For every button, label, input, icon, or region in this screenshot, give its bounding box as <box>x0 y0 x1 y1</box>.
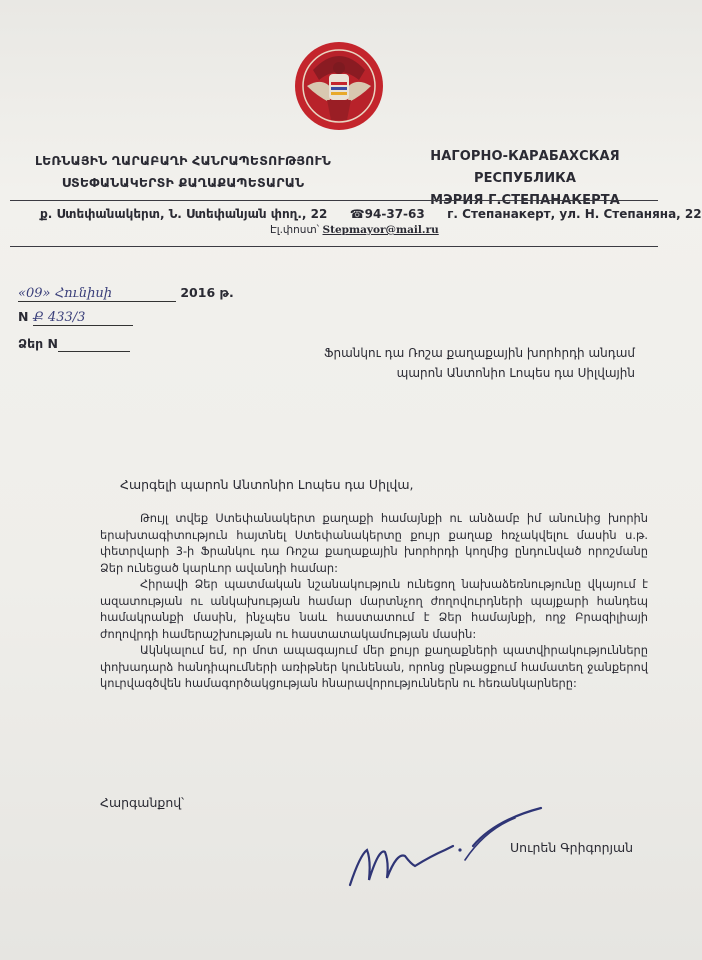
addressee-block <box>305 343 635 383</box>
date-line <box>18 285 234 302</box>
letter-body <box>100 510 648 692</box>
email-label: Էլ.փոստ՝ <box>270 224 320 236</box>
coat-of-arms-emblem <box>293 40 385 136</box>
number-line <box>18 309 133 326</box>
address-line <box>40 207 702 221</box>
date-quote-close: » <box>42 286 51 301</box>
date-day: 09 <box>25 286 43 301</box>
phone-number: ☎94-37-63 <box>349 207 425 221</box>
header-rus-republic: НАГОРНО-КАРАБАХСКАЯ РЕСПУБЛИКА <box>430 149 620 186</box>
paragraph-3: Ակնկալում եմ, որ մոտ ապագայում մեր քույր քաղաքների պատվիրակությունները փոխադարձ հանդիպումների առիթներ կունենան, որոնց ընթացքում համատեղ ջանքերով կուրվագծվեն համագործակցության հնարավորություններն ու հեռանկարները: <box>100 643 648 690</box>
email-line <box>270 224 439 236</box>
header-rus-mayoralty: МЭРИЯ Г.СТЕПАНАКЕРТА <box>430 193 620 208</box>
addressee-line-2: պարոն Անտոնիո Լոպես դա Սիլվային <box>396 366 635 380</box>
header-arm-mayoralty: ՍՏԵՓԱՆԱԿԵՐՏԻ ՔԱՂԱՔԱՊԵՏԱՐԱՆ <box>61 175 305 190</box>
addressee-line-1: Ֆրանկու դա Ռոշա քաղաքային խորհրդի անդամ <box>323 346 635 360</box>
salutation: Հարգելի պարոն Անտոնիո Լոպես դա Սիլվա, <box>120 477 414 492</box>
paragraph-1: Թույլ տվեք Ստեփանակերտ քաղաքի համայնքի ու անձամբ իմ անունից խորին երախտագիտություն հայտնել Ստեփանակերտը քույր քաղաք հռչակվելու մասին ս.թ. փետրվարի 3-ի Ֆրանկու դա Ռոշա քաղաքային խորհրդի կողմից ընդունված որոշմանը Ձեր ունեցած կարևոր ավանդի համար: <box>100 511 648 575</box>
header-rule-top <box>10 200 658 201</box>
date-quote-open: « <box>18 286 26 301</box>
number-label: N <box>18 309 29 324</box>
header-russian <box>390 146 660 212</box>
address-armenian: ք. Ստեփանակերտ, Ն. Ստեփանյան փող., 22 <box>40 207 328 221</box>
date-year: 2016 թ. <box>180 285 234 300</box>
paragraph-2: Հիրավի Ձեր պատմական նշանակություն ունեցող նախաձեռնությունը վկայում է ազատության ու անկախության համար մարտնչող ժողովուրդների պայքարի հանդեպ համակրանքի մասին, ինչպես նաև հաստատում է Ձեր համայնքի, ողջ Բրազիլիայի ժողովրդի համերաշխության ու հաստատակամության մասին: <box>100 577 648 641</box>
reply-label: Ձեր N <box>18 336 58 351</box>
header-rule-bottom <box>10 246 658 247</box>
reply-number-line <box>18 336 130 352</box>
number-value: Ք 433/3 <box>32 310 86 325</box>
date-month: Հունիսի <box>54 286 113 301</box>
email-address: Stepmayor@mail.ru <box>322 224 439 236</box>
header-armenian <box>28 150 338 194</box>
address-russian: г. Степанакерт, ул. Н. Степаняна, 22 <box>447 207 702 221</box>
signer-name: Սուրեն Գրիգորյան <box>510 840 634 855</box>
header-arm-republic: ԼԵՌՆԱՅԻՆ ՂԱՐԱԲԱՂԻ ՀԱՆՐԱՊԵՏՈՒԹՅՈՒՆ <box>34 153 332 168</box>
closing: Հարգանքով՝ <box>100 795 185 810</box>
